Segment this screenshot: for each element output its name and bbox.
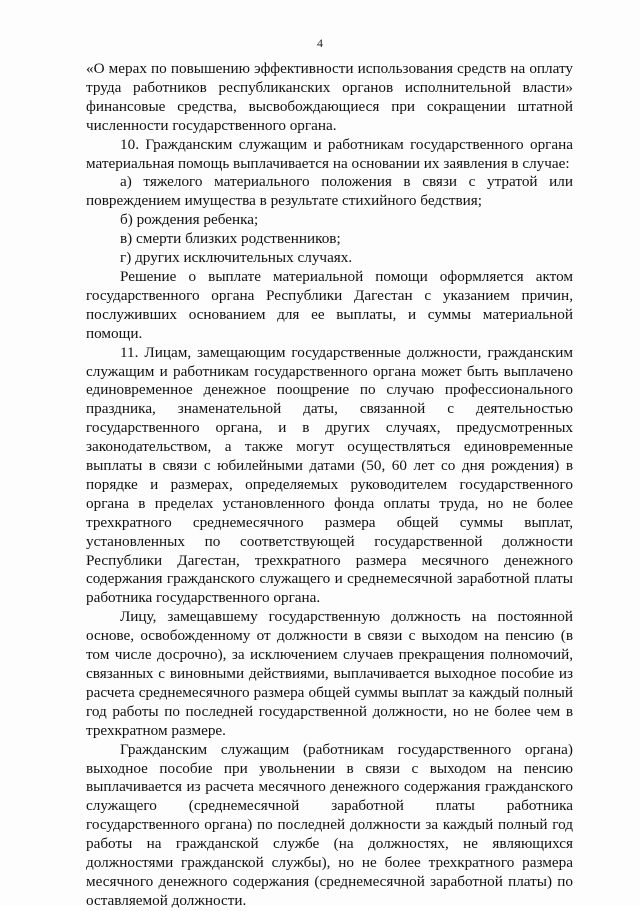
paragraph: Гражданским служащим (работникам государственного органа) выходное пособие при увольнении в связи с выходом на пенсию выплачивается из расчета месячного денежного содержания гражданского служащего (среднемесячной заработной платы работника государственного органа) по последней должности за каждый полный год работы на гражданской службе (на должностях, не являющихся должностями гражданской службы), но не более трехкратного размера месячного денежного содержания (среднемесячной заработной платы) по оставляемой должности. [86,740,573,909]
paragraph: а) тяжелого материального положения в связи с утратой или повреждением имущества в результате стихийного бедствия; [86,173,573,210]
paragraph: г) других исключительных случаях. [120,249,353,267]
paragraph: Лицу, замещавшему государственную должность на постоянной основе, освобожденному от должности в связи с выходом на пенсию (в том числе досрочно), за исключением случаев прекращения полномочий, связанных с виновными действиями, выплачивается выходное пособие из расчета среднемесячного размера общей суммы выплат за каждый полный год работы по последней государственной должности, но не более чем в трехкратном размере. [86,608,573,739]
paragraph: «О мерах по повышению эффективности использования средств на оплату труда работников республиканских органов исполнительной власти» финансовые средства, высвобождающиеся при сокращении штатной численности государственного органа. [86,60,573,134]
paragraph: Решение о выплате материальной помощи оформляется актом государственного органа Республики Дагестан с указанием причин, послуживших основанием для ее выплаты, и суммы материальной помощи. [86,267,573,342]
document-body [86,60,573,911]
page-number: 4 [317,36,323,50]
paragraph: 10. Гражданским служащим и работникам государственного органа материальная помощь выплачивается на основании их заявления в случае: [86,135,573,172]
paragraph: б) рождения ребенка; [120,211,259,229]
paragraph: в) смерти близких родственников; [120,230,341,248]
paragraph: 11. Лицам, замещающим государственные должности, гражданским служащим и работникам государственного органа может быть выплачено единовременное денежное поощрение по случаю профессионального праздника, знаменательной даты, связанной с деятельностью государственного органа, и в других случаях, предусмотренных законодательством, а также могут осуществляться единовременные выплаты в связи с юбилейными датами (50, 60 лет со дня рождения) в порядке и размерах, определяемых руководителем государственного органа в пределах установленного фонда оплаты труда, но не более трехкратного среднемесячного размера общей суммы выплат, установленных по соответствующей государственной должности Республики Дагестан, трехкратного размера месячного денежного содержания гражданского служащего и среднемесячной заработной платы работника государственного органа. [86,343,573,607]
